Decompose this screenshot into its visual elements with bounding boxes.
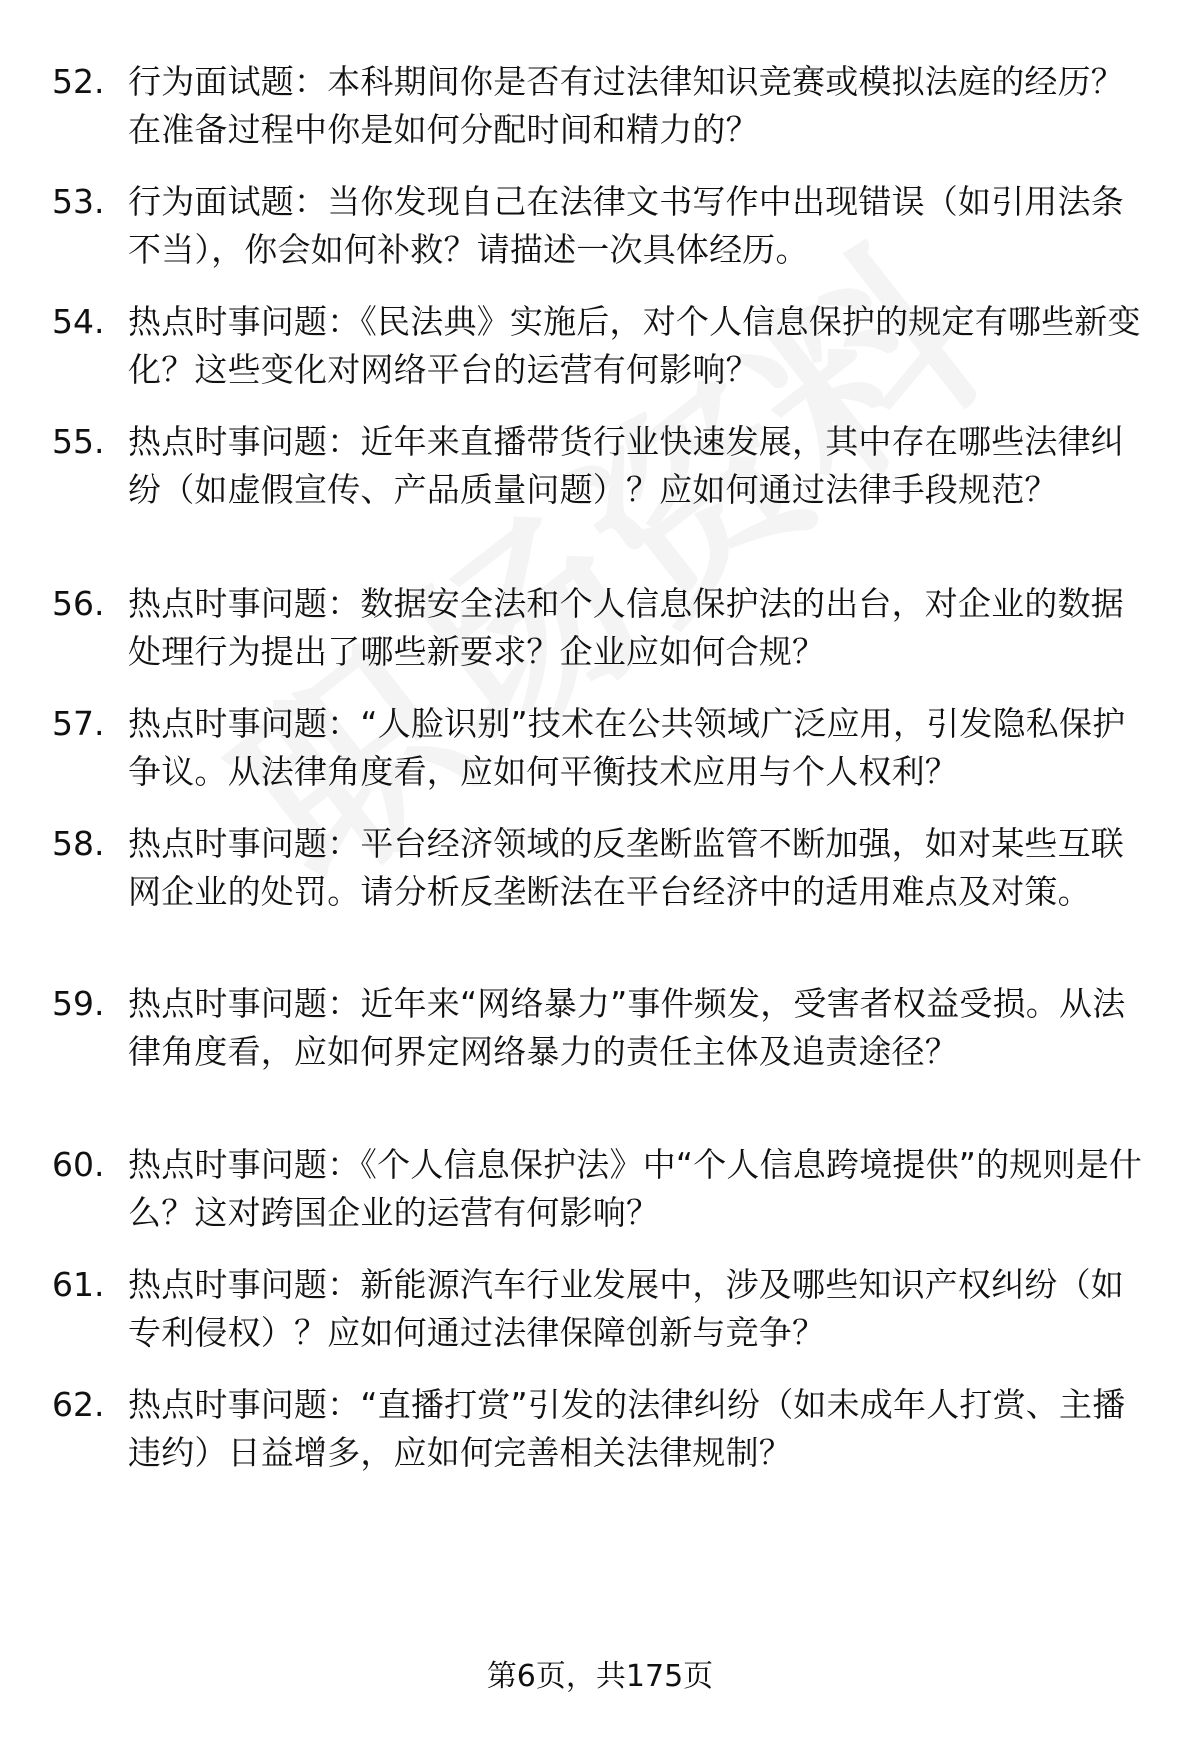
question-text: 热点时事问题：《个人信息保护法》中“个人信息跨境提供”的规则是什么？这对跨国企业的运营有何影响？: [128, 1145, 1143, 1232]
question-number: 62.: [52, 1385, 105, 1424]
question-text: 热点时事问题：“人脸识别”技术在公共领域广泛应用，引发隐私保护争议。从法律角度看，应如何平衡技术应用与个人权利？: [128, 704, 1126, 791]
question-number: 54.: [52, 302, 105, 341]
question-number: 58.: [52, 824, 105, 863]
question-text: 热点时事问题：《民法典》实施后，对个人信息保护的规定有哪些新变化？这些变化对网络平台的运营有何影响？: [128, 302, 1141, 389]
question-text: 热点时事问题：近年来“网络暴力”事件频发，受害者权益受损。从法律角度看，应如何界定网络暴力的责任主体及追责途径？: [128, 984, 1126, 1071]
question-text: 热点时事问题：数据安全法和个人信息保护法的出台，对企业的数据处理行为提出了哪些新要求？企业应如何合规？: [128, 584, 1124, 671]
question-text: 行为面试题：本科期间你是否有过法律知识竞赛或模拟法庭的经历？在准备过程中你是如何分配时间和精力的？: [128, 62, 1124, 149]
question-number: 61.: [52, 1265, 105, 1304]
question-number: 59.: [52, 984, 105, 1023]
question-number: 57.: [52, 704, 105, 743]
question-number: 55.: [52, 422, 105, 461]
question-text: 热点时事问题：新能源汽车行业发展中，涉及哪些知识产权纠纷（如专利侵权）？应如何通过法律保障创新与竞争？: [128, 1265, 1124, 1352]
page-footer: 第6页，共175页: [486, 1659, 714, 1694]
question-text: 热点时事问题：“直播打赏”引发的法律纠纷（如未成年人打赏、主播违约）日益增多，应如何完善相关法律规制？: [128, 1385, 1126, 1472]
question-number: 56.: [52, 584, 105, 623]
question-number: 60.: [52, 1145, 105, 1184]
question-text: 热点时事问题：近年来直播带货行业快速发展，其中存在哪些法律纠纷（如虚假宣传、产品质量问题）？应如何通过法律手段规范？: [128, 422, 1124, 509]
question-text: 热点时事问题：平台经济领域的反垄断监管不断加强，如对某些互联网企业的处罚。请分析反垄断法在平台经济中的适用难点及对策。: [128, 824, 1124, 911]
question-number: 52.: [52, 62, 105, 101]
question-number: 53.: [52, 182, 105, 221]
question-text: 行为面试题：当你发现自己在法律文书写作中出现错误（如引用法条不当），你会如何补救？请描述一次具体经历。: [128, 182, 1124, 269]
